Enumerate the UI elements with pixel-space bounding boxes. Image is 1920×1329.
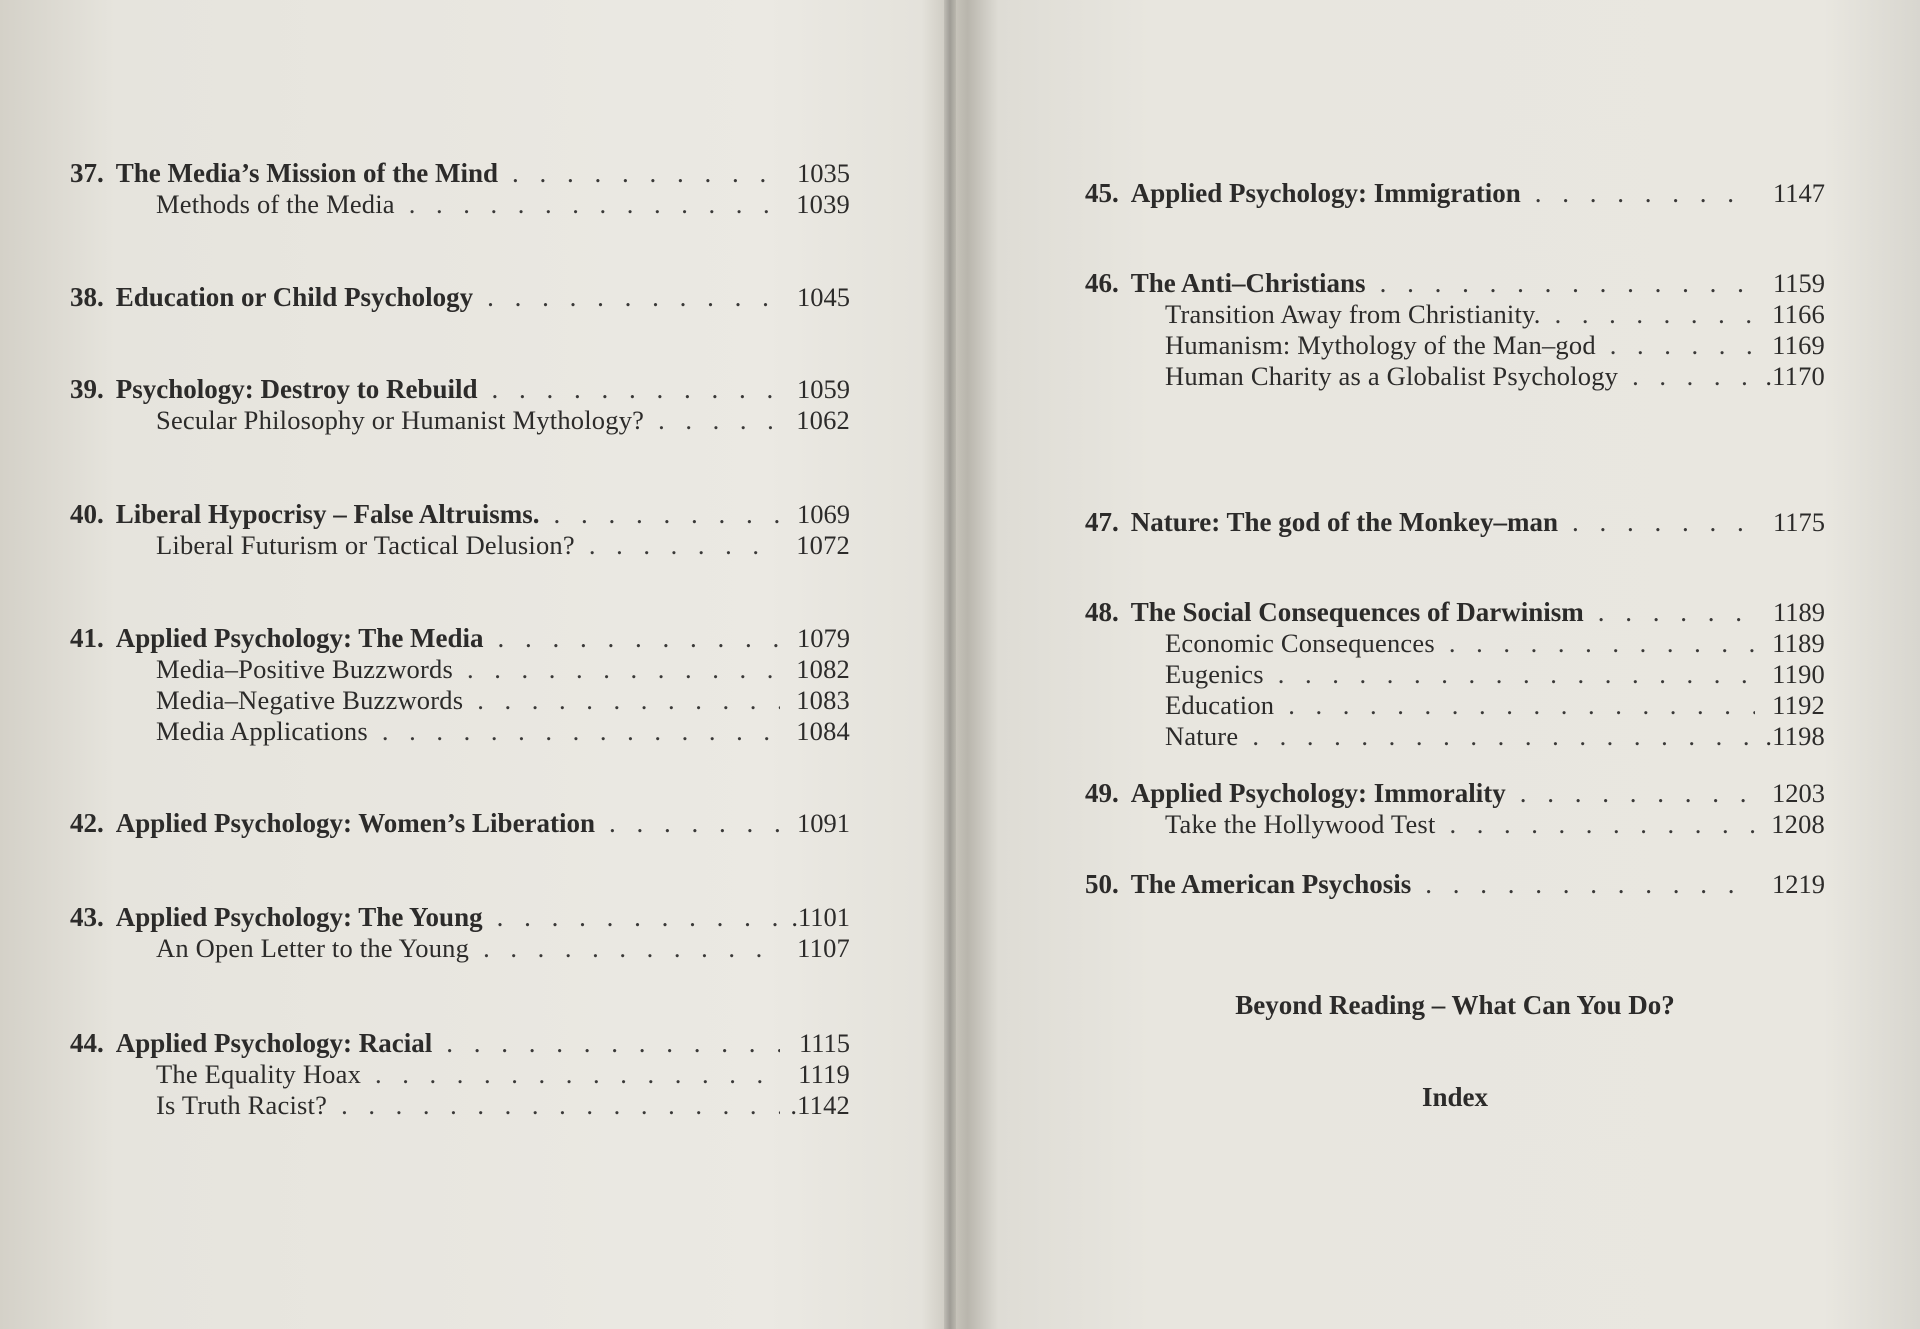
chapter-number: 48. [1085, 597, 1119, 627]
dot-leader [1380, 268, 1755, 299]
subsection-line[interactable] [1085, 721, 1825, 752]
dot-leader [483, 933, 780, 964]
dot-leader [1449, 628, 1755, 659]
chapter-title: Education or Child Psychology [115, 282, 474, 312]
subsection-title: Nature [1165, 721, 1239, 751]
chapter-line[interactable] [70, 158, 850, 189]
chapter-line[interactable] [1085, 507, 1825, 538]
subsection-line[interactable] [1085, 659, 1825, 690]
chapter-title: Applied Psychology: Immigration [1130, 178, 1521, 208]
chapter-number: 50. [1085, 869, 1119, 899]
page-number: 1059 [797, 374, 850, 404]
page-number: 1189 [1772, 628, 1825, 658]
book-spine [944, 0, 956, 1329]
dot-leader [382, 716, 780, 747]
subsection-line[interactable] [1085, 809, 1825, 840]
page-number: 1082 [796, 654, 850, 684]
chapter-number: 43. [70, 902, 104, 932]
subsection-line[interactable] [70, 1090, 850, 1121]
page-number: 1203 [1772, 778, 1825, 808]
subsection-title: Take the Hollywood Test [1165, 809, 1436, 839]
chapter-line[interactable] [70, 499, 850, 530]
page-number: 1083 [796, 685, 850, 715]
subsection-title: Media–Negative Buzzwords [156, 685, 464, 715]
dot-leader [1572, 507, 1755, 538]
chapter-line[interactable] [70, 1028, 850, 1059]
toc-chapter-49 [1085, 778, 1825, 840]
dot-leader [1610, 330, 1755, 361]
subsection-title: Media Applications [156, 716, 368, 746]
subsection-line[interactable] [1085, 628, 1825, 659]
toc-chapter-38 [70, 282, 850, 313]
page-number: 1084 [796, 716, 850, 746]
dot-leader [1598, 597, 1755, 628]
subsection-line[interactable] [70, 189, 850, 220]
toc-chapter-39 [70, 374, 850, 436]
page-number: 1169 [1772, 330, 1825, 360]
chapter-line[interactable] [1085, 268, 1825, 299]
page-number: 1062 [796, 405, 850, 435]
chapter-title: Liberal Hypocrisy – False Altruisms. [115, 499, 540, 529]
page-number: 1119 [798, 1059, 850, 1089]
chapter-number: 37. [70, 158, 104, 188]
dot-leader [1425, 869, 1755, 900]
chapter-title: Applied Psychology: Women’s Liberation [115, 808, 596, 838]
toc-chapter-48 [1085, 597, 1825, 752]
back-matter-index[interactable]: Index [1421, 1082, 1489, 1112]
subsection-title: Human Charity as a Globalist Psychology [1165, 361, 1619, 391]
page-number: 1159 [1772, 268, 1825, 298]
dot-leader [512, 158, 780, 189]
page-number: 1069 [797, 499, 850, 529]
subsection-line[interactable] [70, 933, 850, 964]
dot-leader [492, 374, 781, 405]
subsection-title: Secular Philosophy or Humanist Mythology? [156, 405, 645, 435]
subsection-title: Eugenics [1165, 659, 1264, 689]
toc-chapter-37 [70, 158, 850, 220]
dot-leader [589, 530, 780, 561]
subsection-line[interactable] [70, 716, 850, 747]
page-number: 1107 [797, 933, 850, 963]
page-number: 1079 [797, 623, 850, 653]
page-number: 1166 [1772, 299, 1825, 329]
subsection-title: The Equality Hoax [156, 1059, 362, 1089]
chapter-title: Nature: The god of the Monkey–man [1130, 507, 1559, 537]
page-number: .1101 [791, 902, 850, 932]
subsection-line[interactable] [70, 1059, 850, 1090]
dot-leader [609, 808, 780, 839]
page-number: 1189 [1772, 597, 1825, 627]
chapter-title: The Media’s Mission of the Mind [115, 158, 499, 188]
subsection-line[interactable] [70, 654, 850, 685]
chapter-number: 44. [70, 1028, 104, 1058]
chapter-title: Applied Psychology: Immorality [1130, 778, 1506, 808]
page-number: 1039 [796, 189, 850, 219]
page-number: 1091 [797, 808, 850, 838]
page-number: .1142 [790, 1090, 850, 1120]
dot-leader [477, 685, 780, 716]
chapter-number: 42. [70, 808, 104, 838]
chapter-title: Applied Psychology: The Young [115, 902, 483, 932]
subsection-title: Economic Consequences [1165, 628, 1435, 658]
back-matter-beyond-reading[interactable]: Beyond Reading – What Can You Do? [1235, 990, 1675, 1020]
subsection-line[interactable] [1085, 361, 1825, 392]
chapter-line[interactable] [1085, 778, 1825, 809]
toc-chapter-40 [70, 499, 850, 561]
subsection-line[interactable] [1085, 330, 1825, 361]
dot-leader [487, 282, 780, 313]
dot-leader [497, 902, 780, 933]
chapter-line[interactable] [70, 374, 850, 405]
dot-leader [1288, 690, 1755, 721]
page-number: 1072 [796, 530, 850, 560]
subsection-line[interactable] [70, 685, 850, 716]
dot-leader [1278, 659, 1755, 690]
chapter-line[interactable] [1085, 597, 1825, 628]
dot-leader [1555, 299, 1755, 330]
chapter-title: The Anti–Christians [1130, 268, 1366, 298]
chapter-line[interactable] [70, 808, 850, 839]
dot-leader [1520, 778, 1755, 809]
page-number: 1045 [797, 282, 850, 312]
dot-leader [1252, 721, 1755, 752]
subsection-title: Is Truth Racist? [156, 1090, 328, 1120]
page-number: 1190 [1772, 659, 1825, 689]
chapter-number: 45. [1085, 178, 1119, 208]
chapter-line[interactable] [1085, 869, 1825, 900]
chapter-title: The Social Consequences of Darwinism [1130, 597, 1584, 627]
chapter-number: 38. [70, 282, 104, 312]
toc-chapter-50 [1085, 869, 1825, 900]
subsection-line[interactable] [70, 405, 850, 436]
chapter-title: Applied Psychology: The Media [115, 623, 484, 653]
chapter-number: 41. [70, 623, 104, 653]
toc-chapter-46 [1085, 268, 1825, 392]
subsection-line[interactable] [1085, 299, 1825, 330]
subsection-title: Media–Positive Buzzwords [156, 654, 453, 684]
chapter-number: 49. [1085, 778, 1119, 808]
dot-leader [467, 654, 780, 685]
subsection-title: Humanism: Mythology of the Man–god [1165, 330, 1596, 360]
chapter-line[interactable] [70, 623, 850, 654]
dot-leader [375, 1059, 780, 1090]
dot-leader [498, 623, 780, 654]
page-number: 1192 [1772, 690, 1825, 720]
dot-leader [341, 1090, 780, 1121]
subsection-line[interactable] [1085, 690, 1825, 721]
toc-chapter-45 [1085, 178, 1825, 209]
page-number: 1115 [798, 1028, 850, 1058]
chapter-line[interactable] [70, 282, 850, 313]
chapter-line[interactable] [70, 902, 850, 933]
subsection-line[interactable] [70, 530, 850, 561]
toc-chapter-43 [70, 902, 850, 964]
subsection-title: Liberal Futurism or Tactical Delusion? [156, 530, 575, 560]
dot-leader [658, 405, 780, 436]
toc-chapter-41 [70, 623, 850, 747]
chapter-title: The American Psychosis [1130, 869, 1412, 899]
toc-chapter-47 [1085, 507, 1825, 538]
subsection-title: An Open Letter to the Young [156, 933, 470, 963]
page-number: .1198 [1765, 721, 1825, 751]
chapter-number: 47. [1085, 507, 1119, 537]
toc-chapter-44 [70, 1028, 850, 1121]
chapter-number: 46. [1085, 268, 1119, 298]
page-number: 1147 [1772, 178, 1825, 208]
subsection-title: Transition Away from Christianity. [1165, 299, 1541, 329]
chapter-title: Applied Psychology: Racial [115, 1028, 433, 1058]
dot-leader [446, 1028, 780, 1059]
page-number: 1208 [1771, 809, 1825, 839]
page-number: 1035 [797, 158, 850, 188]
subsection-title: Methods of the Media [156, 189, 395, 219]
chapter-number: 40. [70, 499, 104, 529]
chapter-title: Psychology: Destroy to Rebuild [115, 374, 478, 404]
page-number: 1175 [1772, 507, 1825, 537]
page-number: 1219 [1772, 869, 1825, 899]
dot-leader [1632, 361, 1755, 392]
chapter-line[interactable] [1085, 178, 1825, 209]
dot-leader [553, 499, 780, 530]
page-number: .1170 [1765, 361, 1825, 391]
subsection-title: Education [1165, 690, 1275, 720]
dot-leader [409, 189, 780, 220]
dot-leader [1450, 809, 1755, 840]
chapter-number: 39. [70, 374, 104, 404]
toc-chapter-42 [70, 808, 850, 839]
dot-leader [1535, 178, 1755, 209]
